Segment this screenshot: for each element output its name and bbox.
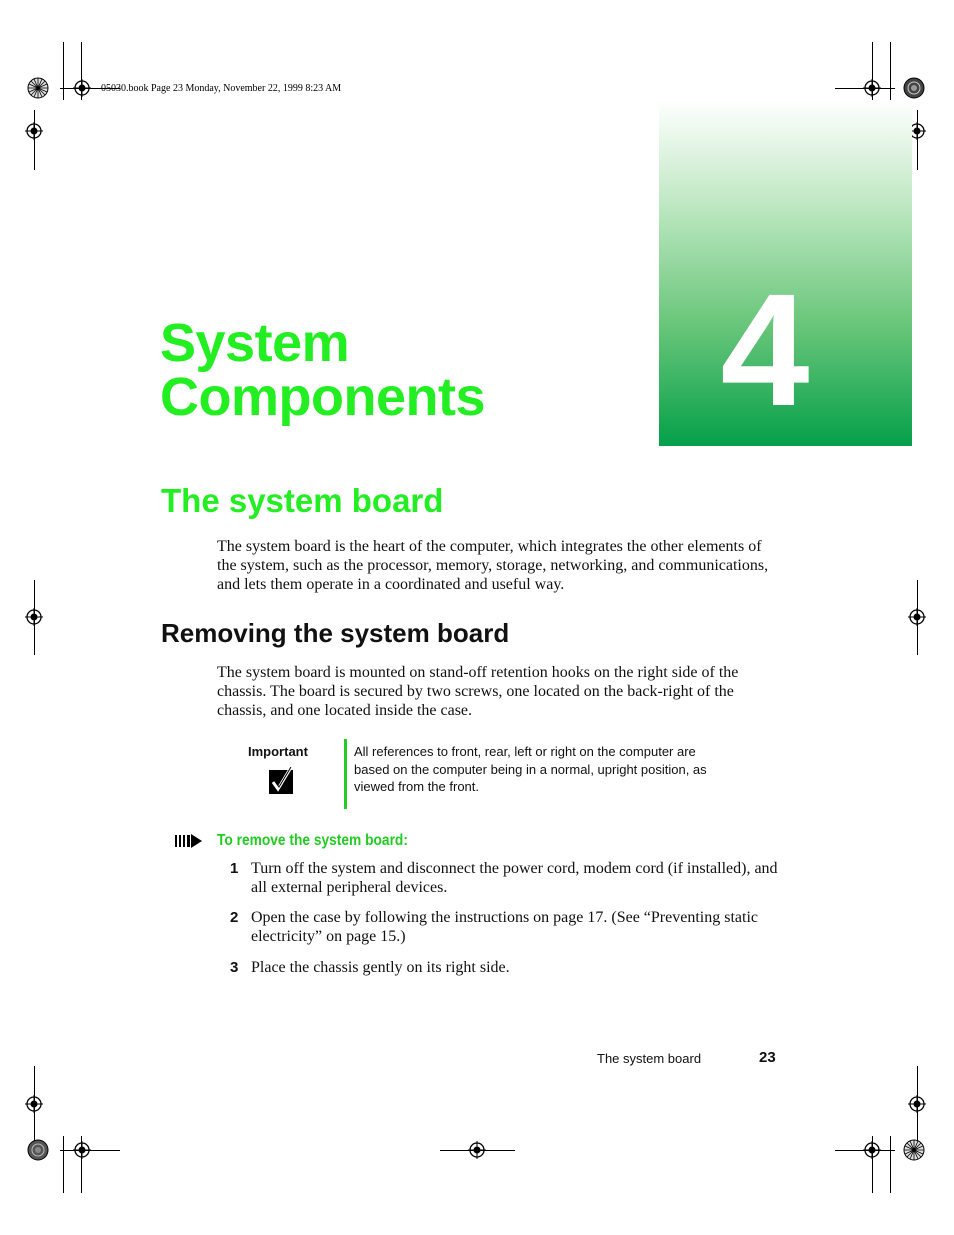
- procedure-arrow-icon: [175, 834, 203, 848]
- checkmark-icon: [268, 767, 294, 795]
- subsection-heading: Removing the system board: [161, 618, 510, 648]
- page-number: 23: [759, 1049, 776, 1066]
- important-label: Important: [248, 744, 308, 759]
- step-text: Open the case by following the instructions on page 17. (See “Preventing static electricity” on page 15.): [251, 909, 758, 945]
- chapter-number: 4: [720, 260, 810, 439]
- starburst-target-icon: [27, 1139, 49, 1161]
- section-heading: The system board: [161, 482, 444, 519]
- procedure-title: To remove the system board:: [217, 832, 408, 849]
- step-number: 2: [230, 909, 239, 926]
- registration-mark-icon: [25, 608, 43, 626]
- registration-mark-icon: [863, 79, 881, 97]
- important-text: All references to front, rear, left or right on the computer are based on the computer being in a normal, upright position, as viewed from the front.: [354, 744, 707, 794]
- registration-mark-icon: [73, 79, 91, 97]
- starburst-target-icon: [27, 77, 49, 99]
- footer-section-label: The system board: [597, 1051, 702, 1066]
- starburst-target-icon: [903, 1139, 925, 1161]
- step-number: 1: [230, 860, 239, 877]
- step-text: Turn off the system and disconnect the power cord, modem cord (if installed), and all external peripheral devices.: [251, 860, 778, 896]
- chapter-title-line1: System: [160, 313, 350, 373]
- registration-mark-icon: [25, 1095, 43, 1113]
- registration-mark-icon: [73, 1141, 91, 1159]
- important-divider: [344, 739, 347, 809]
- subsection-body-paragraph: The system board is mounted on stand-off retention hooks on the right side of the chassis. The board is secured by two screws, one located on the back-right of the chassis, and one located inside the case.: [217, 664, 739, 719]
- registration-mark-icon: [908, 608, 926, 626]
- section-intro-paragraph: The system board is the heart of the computer, which integrates the other elements of the system, such as the processor, memory, storage, networking, and communications, and lets them operate in a coordinated and useful way.: [217, 538, 769, 593]
- chapter-title: [160, 313, 485, 427]
- running-head: 05030.book Page 23 Monday, November 22, 1999 8:23 AM: [101, 83, 342, 94]
- registration-mark-icon: [25, 122, 43, 140]
- step-text: Place the chassis gently on its right side.: [251, 959, 510, 976]
- registration-mark-icon: [908, 1095, 926, 1113]
- registration-mark-icon: [468, 1141, 486, 1159]
- chapter-title-line2: Components: [160, 367, 485, 427]
- step-number: 3: [230, 959, 239, 976]
- starburst-target-icon: [903, 77, 925, 99]
- registration-mark-icon: [863, 1141, 881, 1159]
